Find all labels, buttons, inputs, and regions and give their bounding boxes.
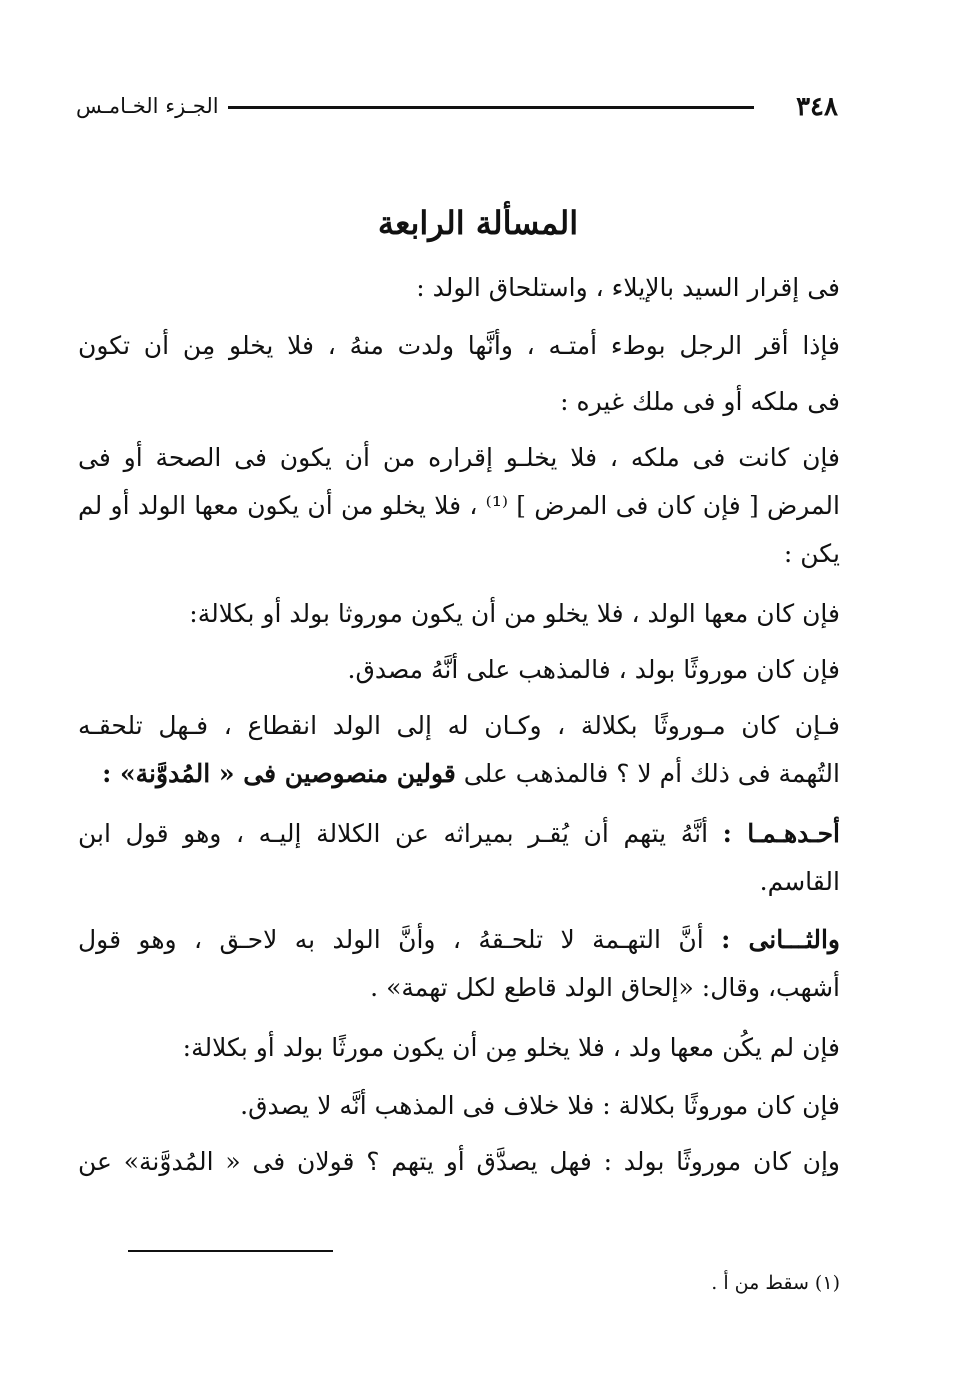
text-line: أشهب، وقال: «إلحاق الولد قاطع لكل تهمة» . xyxy=(370,973,840,1002)
text-line: فإن لم يكُن معها ولد ، فلا يخلو مِن أن يكون مورثًا بولد أو بكلالة: xyxy=(182,1033,840,1062)
text-line: فى ملكه أو فى ملك غيره : xyxy=(560,387,840,416)
text-line xyxy=(78,816,840,852)
text-line: القاسم. xyxy=(759,867,840,896)
footnote: (١) سقط من أ . xyxy=(711,1272,840,1294)
text-line: فإن كانت فى ملكه ، فلا يخلـو إقراره من أن يكون فى الصحة أو فى xyxy=(78,443,840,472)
text-line: فى إقرار السيد بالإيلاء ، واستلحاق الولد : xyxy=(416,273,840,302)
lead-term: أحـدهـمـا : xyxy=(722,819,840,848)
footnote-rule xyxy=(128,1250,333,1252)
running-title: الجـزء الخـامـس xyxy=(76,94,219,118)
text-line: وإن كان موروثًا بولد : فهل يصدَّق أو يتهم ؟ قولان فى « المُدوَّنة» عن xyxy=(78,1147,840,1176)
text-line xyxy=(78,922,840,958)
chapter-title: المسألة الرابعة xyxy=(377,204,579,242)
text-line: فإن كان موروثًا بولد ، فالمذهب على أنَّهُ مصدق. xyxy=(347,655,840,684)
text-segment: التُهمة فى ذلك أم لا ؟ فالمذهب على xyxy=(463,759,840,788)
text-line: فإن كان معها الولد ، فلا يخلو من أن يكون موروثا بولد أو بكلالة: xyxy=(189,599,840,628)
text-line xyxy=(78,756,840,792)
text-line: يكن : xyxy=(783,539,840,568)
text-line: المرض [ فإن كان فى المرض ] ⁽¹⁾ ، فلا يخلو من أن يكون معها الولد أو لم xyxy=(78,491,840,520)
header-rule xyxy=(228,106,754,109)
text-segment: أنَّ التهـمة لا تلحـقهُ ، وأنَّ الولد به لاحـق ، وهو قول xyxy=(78,925,704,954)
text-line: فإن كان موروثًا بكلالة : فلا خلاف فى المذهب أنَّه لا يصدق. xyxy=(240,1091,840,1120)
lead-term: والثـــانى : xyxy=(721,925,841,954)
text-segment: أنَّهُ يتهم أن يُقـر بميراثه عن الكلالة إليـه ، وهو قول ابن xyxy=(78,819,709,848)
text-line: فـإن كان مـوروثًا بكلالة ، وكـان له إلى الولد انقطاع ، فـهل تلحقـه xyxy=(78,711,840,740)
text-line: فإذا أقر الرجل بوطء أمتـه ، وأنَّها ولدت منهُ ، فلا يخلو مِن أن تكون xyxy=(78,331,840,360)
text-segment-bold: قولين منصوصين فى « المُدوَّنة» : xyxy=(102,759,456,788)
page-number: ٣٤٨ xyxy=(796,92,838,122)
